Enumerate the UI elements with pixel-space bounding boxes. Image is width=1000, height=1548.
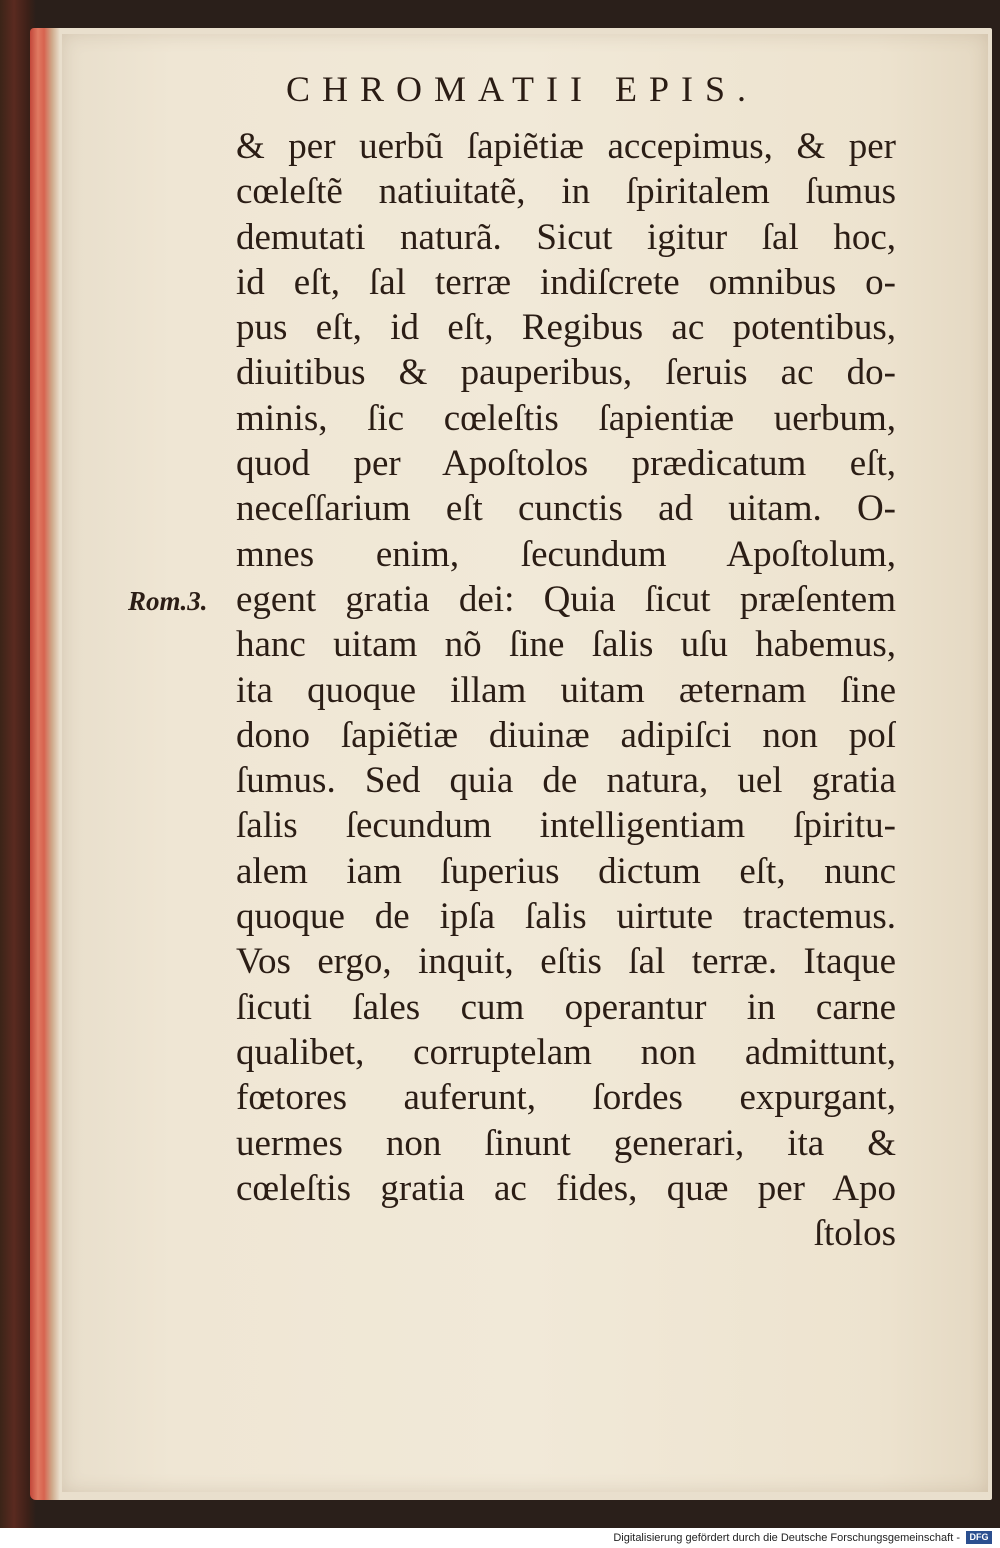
text-line: ſalis ſecundum intelligentiam ſpiritu- (236, 805, 896, 847)
dfg-logo: DFG (966, 1531, 992, 1544)
text-line: pus eſt, id eſt, Regibus ac potentibus, (236, 307, 896, 349)
text-line: quoque de ipſa ſalis uirtute tractemus. (236, 896, 896, 938)
text-line: uermes non ſinunt generari, ita & (236, 1122, 896, 1164)
text-line: minis, ſic cœleſtis ſapientiæ uerbum, (236, 397, 896, 439)
footer-bar (0, 1528, 1000, 1548)
text-line: dono ſapiẽtiæ diuinæ adipiſci non poſ (236, 714, 896, 756)
text-line: ſicuti ſales cum operantur in carne (236, 986, 896, 1028)
text-line: quod per Apoſtolos prædicatum eſt, (236, 443, 896, 485)
text-line: & per uerbũ ſapiẽtiæ accepimus, & per (236, 126, 896, 167)
text-line: ſumus. Sed quia de natura, uel gratia (236, 760, 896, 802)
marginal-note: Rom.3. (128, 586, 208, 616)
text-line: demutati naturã. Sicut igitur ſal hoc, (236, 216, 896, 258)
text-line: egent gratia dei: Quia ſicut præſentem (236, 578, 896, 620)
catchword: ſtolos (813, 1213, 896, 1255)
text-block (236, 124, 896, 1256)
text-line: mnes enim, ſecundum Apoſtolum, (236, 533, 896, 575)
text-line: cœleſtẽ natiuitatẽ, in ſpiritalem ſumus (236, 171, 896, 213)
text-line: Vos ergo, inquit, eſtis ſal terræ. Itaque (236, 941, 896, 983)
text-line: ita quoque illam uitam æternam ſine (236, 669, 896, 711)
text-line: diuitibus & pauperibus, ſeruis ac do- (236, 352, 896, 394)
text-line: alem iam ſuperius dictum eſt, nunc (236, 850, 896, 892)
text-line: fœtores auferunt, ſordes expurgant, (236, 1077, 896, 1119)
text-line: neceſſarium eſt cunctis ad uitam. O- (236, 488, 896, 530)
running-head: CHROMATII EPIS. (286, 69, 759, 109)
text-line: qualibet, corruptelam non admittunt, (236, 1031, 896, 1073)
text-line: cœleſtis gratia ac fides, quæ per Apo (236, 1167, 896, 1209)
funding-credit: Digitalisierung gefördert durch die Deutsche Forschungsgemeinschaft - (613, 1532, 960, 1544)
text-line: hanc uitam nõ ſine ſalis uſu habemus, (236, 624, 896, 666)
text-line: id eſt, ſal terræ indiſcrete omnibus o- (236, 261, 896, 303)
